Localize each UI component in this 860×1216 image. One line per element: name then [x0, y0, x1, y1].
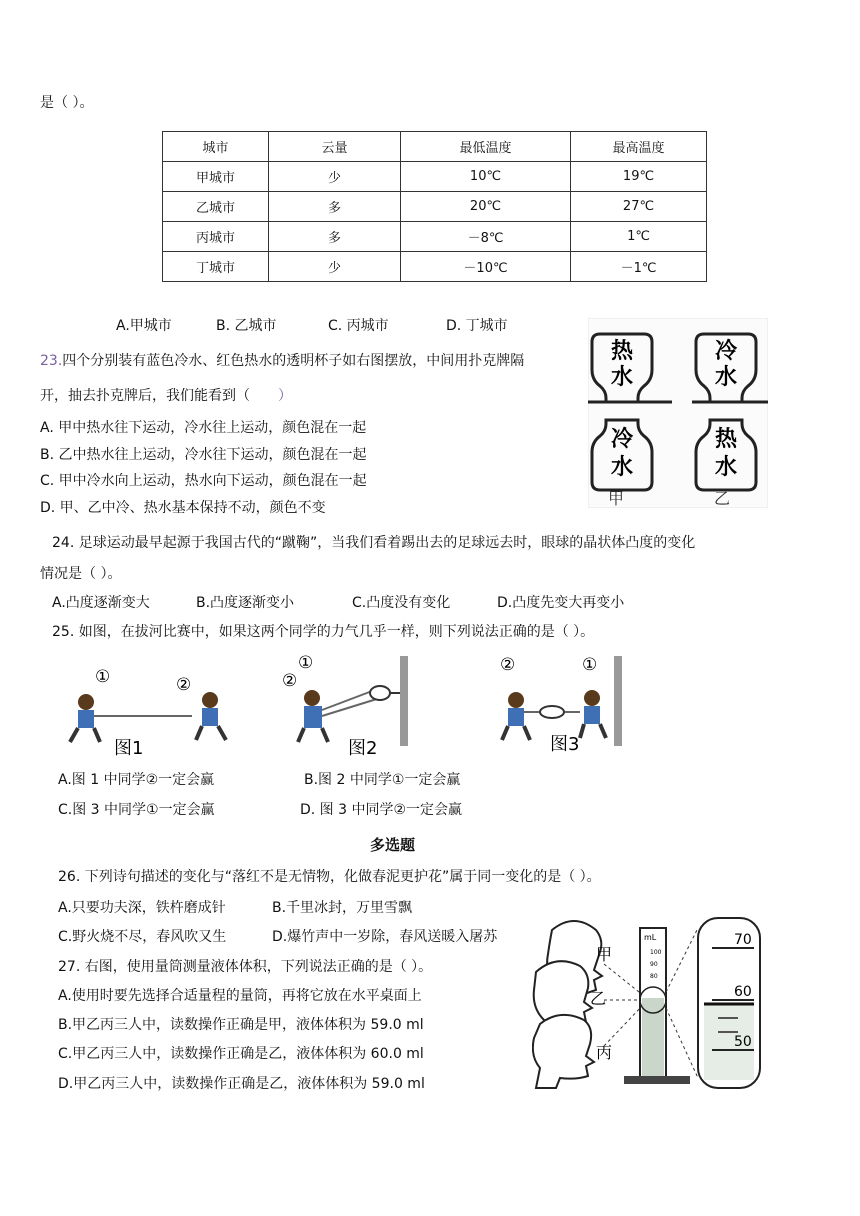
table-cell: 少 — [269, 252, 401, 282]
q24-stem-line1: 24. 足球运动最早起源于我国古代的“蹴鞠”，当我们看着踢出去的足球远去时，眼球的晶状体凸度的变化 — [52, 535, 696, 551]
student-legs — [580, 724, 606, 738]
label-right-top-2: 水 — [714, 365, 738, 390]
viewer-yi: 乙 — [590, 989, 607, 1008]
q23-option-a: A. 甲中热水往下运动，冷水往上运动，颜色混在一起 — [40, 420, 367, 436]
q22-option-c: C. 丙城市 — [328, 318, 389, 334]
q27-option-d: D.甲乙丙三人中，读数操作正确是乙，液体体积为 59.0 ml — [58, 1076, 425, 1092]
section-title: 多选题 — [370, 836, 416, 854]
student-legs — [502, 726, 530, 740]
cups-figure — [588, 318, 768, 508]
student-head — [304, 690, 320, 706]
q24-option-d: D.凸度先变大再变小 — [497, 595, 625, 611]
viewer-jia: 甲 — [596, 945, 613, 964]
tick-label: 100 — [650, 949, 662, 956]
q24-option-c: C.凸度没有变化 — [352, 595, 451, 611]
tug-figure-3 — [494, 646, 644, 762]
student-body — [584, 706, 600, 724]
pulley — [370, 686, 390, 700]
q22-option-a: A.甲城市 — [116, 318, 172, 334]
table-cell: 丁城市 — [163, 252, 269, 282]
weather-table — [162, 131, 707, 282]
q24-option-b: B.凸度逐渐变小 — [196, 595, 295, 611]
q23-number: 23. — [40, 353, 63, 369]
student-body — [508, 708, 524, 726]
wall — [614, 656, 622, 746]
student-body — [78, 710, 94, 728]
label-right-bottom-1: 热 — [714, 427, 738, 452]
table-cell: 少 — [269, 162, 401, 192]
fig-label: 图3 — [550, 734, 580, 755]
cylinder-base — [624, 1076, 690, 1084]
table-cell: 甲城市 — [163, 162, 269, 192]
mark-one: ① — [582, 655, 598, 675]
q26-option-c: C.野火烧不尽，春风吹又生 — [58, 929, 227, 945]
table-cell: 20℃ — [401, 192, 571, 222]
student-body — [202, 708, 218, 726]
label-left-top-1: 热 — [610, 339, 634, 364]
table-cell: 多 — [269, 222, 401, 252]
table-cell: 多 — [269, 192, 401, 222]
mark-two: ② — [282, 671, 298, 691]
q26-option-d: D.爆竹声中一岁除，春风送暖入屠苏 — [272, 929, 498, 945]
table-cell: －1℃ — [571, 252, 707, 282]
zoom-tick-label: 60 — [734, 984, 752, 1000]
label-yi: 乙 — [713, 489, 731, 508]
q23-option-d: D. 甲、乙中冷、热水基本保持不动，颜色不变 — [40, 500, 326, 516]
table-row — [163, 252, 707, 282]
q25-stem: 25. 如图，在拔河比赛中，如果这两个同学的力气几乎一样，则下列说法正确的是（ ）。 — [52, 624, 595, 640]
mark-one: ① — [95, 667, 111, 687]
student-legs — [196, 726, 226, 740]
fig-label: 图2 — [348, 738, 378, 759]
q27-option-a: A.使用时要先选择合适量程的量筒，再将它放在水平桌面上 — [58, 988, 422, 1004]
table-cell: 乙城市 — [163, 192, 269, 222]
table-cell: 10℃ — [401, 162, 571, 192]
student-head — [508, 692, 524, 708]
table-header: 最高温度 — [571, 132, 707, 162]
sight-line-bing — [604, 1004, 644, 1046]
mark-two: ② — [176, 675, 192, 695]
fig-label: 图1 — [114, 738, 144, 759]
tick-label: 80 — [650, 973, 658, 980]
table-cell: 19℃ — [571, 162, 707, 192]
q26-stem: 26. 下列诗句描述的变化与“落红不是无情物，化做春泥更护花”属于同一变化的是（ ）。 — [58, 869, 601, 885]
cylinder-figure — [532, 908, 768, 1092]
student-legs — [70, 728, 100, 742]
student-body — [304, 706, 322, 728]
q24-option-a: A.凸度逐渐变大 — [52, 595, 150, 611]
q27-option-c: C.甲乙丙三人中，读数操作正确是乙，液体体积为 60.0 ml — [58, 1046, 424, 1062]
wall — [400, 656, 408, 746]
student-legs — [298, 728, 328, 742]
sight-line-jia — [604, 964, 644, 996]
q25-option-b: B.图 2 中同学①一定会赢 — [304, 772, 461, 788]
q27-stem: 27. 右图，使用量筒测量液体体积，下列说法正确的是（ ）。 — [58, 959, 433, 975]
student-head — [202, 692, 218, 708]
mark-two: ② — [500, 655, 516, 675]
pulley — [540, 706, 564, 718]
table-cell: 丙城市 — [163, 222, 269, 252]
q26-option-a: A.只要功夫深，铁杵磨成针 — [58, 900, 226, 916]
table-row — [163, 222, 707, 252]
unit-label: mL — [644, 933, 657, 942]
tug-figure-1 — [52, 652, 252, 762]
table-cell: 1℃ — [571, 222, 707, 252]
q26-option-b: B.千里冰封，万里雪飘 — [272, 900, 413, 916]
q23-text-2: 开，抽去扑克牌后，我们能看到（ — [40, 388, 250, 404]
label-right-top-1: 冷 — [714, 339, 738, 364]
viewer-head-bottom — [533, 1015, 594, 1088]
q23-option-b: B. 乙中热水往上运动，冷水往下运动，颜色混在一起 — [40, 447, 367, 463]
q23-blank-close: ） — [278, 388, 292, 404]
q23-stem-line1 — [40, 350, 524, 370]
viewer-bing: 丙 — [596, 1043, 613, 1062]
table-row — [163, 162, 707, 192]
q23-text: 四个分别装有蓝色冷水、红色热水的透明杯子如右图摆放，中间用扑克牌隔 — [62, 353, 525, 369]
table-cell: －10℃ — [401, 252, 571, 282]
q25-option-a: A.图 1 中同学②一定会赢 — [58, 772, 215, 788]
q22-option-d: D. 丁城市 — [446, 318, 508, 334]
table-cell: －8℃ — [401, 222, 571, 252]
tick-label: 90 — [650, 961, 658, 968]
student-head — [584, 690, 600, 706]
student-head — [78, 694, 94, 710]
table-header: 城市 — [163, 132, 269, 162]
zoom-line-bottom — [666, 1008, 698, 1078]
q27-option-b: B.甲乙丙三人中，读数操作正确是甲，液体体积为 59.0 ml — [58, 1017, 424, 1033]
zoom-line-top — [666, 928, 698, 992]
q25-option-d: D. 图 3 中同学②一定会赢 — [300, 802, 463, 818]
table-row — [163, 192, 707, 222]
q23-stem-line2 — [40, 385, 292, 405]
label-left-bottom-1: 冷 — [610, 427, 634, 452]
q22-option-b: B. 乙城市 — [216, 318, 277, 334]
table-header: 云量 — [269, 132, 401, 162]
label-right-bottom-2: 水 — [714, 455, 738, 480]
q25-option-c: C.图 3 中同学①一定会赢 — [58, 802, 215, 818]
label-left-top-2: 水 — [610, 365, 634, 390]
q22-stem-tail: 是（ ）。 — [40, 95, 94, 111]
zoom-tick-label: 70 — [734, 932, 752, 948]
table-header: 最低温度 — [401, 132, 571, 162]
q24-stem-line2: 情况是（ ）。 — [40, 566, 122, 582]
zoom-tick-label: 50 — [734, 1034, 752, 1050]
label-left-bottom-2: 水 — [610, 455, 634, 480]
tug-figure-2 — [276, 646, 436, 762]
mark-one: ① — [298, 653, 314, 673]
table-header-row — [163, 132, 707, 162]
label-jia: 甲 — [607, 489, 625, 508]
q23-option-c: C. 甲中冷水向上运动，热水向下运动，颜色混在一起 — [40, 473, 367, 489]
table-cell: 27℃ — [571, 192, 707, 222]
